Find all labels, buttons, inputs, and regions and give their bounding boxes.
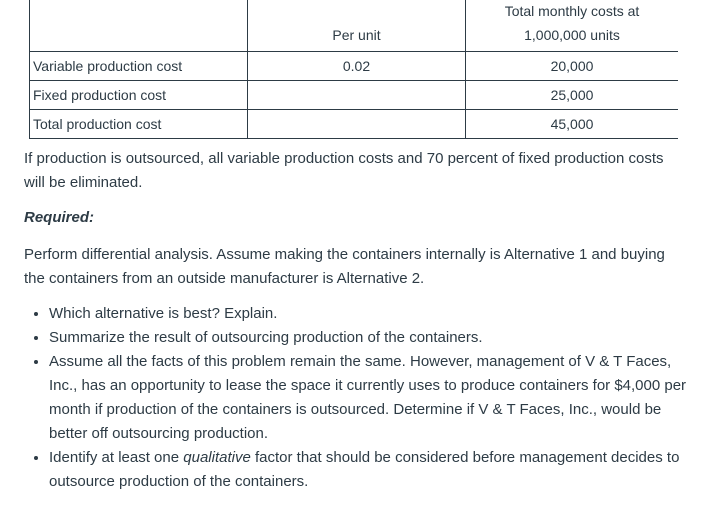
table-row-total: [30, 110, 679, 139]
required-heading: Required:: [24, 209, 95, 226]
question-item-4: [49, 446, 699, 494]
qualitative-emphasis: qualitative: [183, 449, 251, 466]
row-per-unit: [248, 81, 466, 110]
instructions-paragraph: Perform differential analysis. Assume making the containers internally is Alternative 1 and buying the containers from an outside manufacturer is Alternative 2.: [24, 246, 665, 287]
question-item-3: • Assume all the facts of this problem remain the same. However, management of V & T Faces, Inc., has an opportunity to lease the space it currently uses to produce containers for $4,000 per month if production of the containers is outsourced. Determine if V & T Faces, Inc., would be better off outsourcing production.: [49, 350, 699, 446]
row-per-unit: 0.02: [248, 52, 466, 81]
header-total-line2: 1,000,000 units: [524, 27, 620, 43]
table-header-row: [30, 0, 679, 52]
row-label: Variable production cost: [30, 52, 248, 81]
header-label-cell: [30, 0, 248, 52]
question-item-2: • Summarize the result of outsourcing production of the containers.: [49, 326, 699, 350]
row-total: 45,000: [466, 110, 679, 139]
header-total-line1: Total monthly costs at: [504, 3, 640, 19]
table-row-fixed: [30, 81, 679, 110]
row-label: Total production cost: [30, 110, 248, 139]
row-total: 25,000: [466, 81, 679, 110]
header-total-monthly: [466, 0, 679, 52]
row-per-unit: [248, 110, 466, 139]
row-total: 20,000: [466, 52, 679, 81]
table-row-variable: [30, 52, 679, 81]
outsourcing-paragraph: If production is outsourced, all variable production costs and 70 percent of fixed production costs will be eliminated.: [24, 150, 664, 191]
header-per-unit: Per unit: [248, 0, 466, 52]
question-4-text-before: Identify at least one: [49, 449, 184, 466]
cost-table: [29, 0, 678, 139]
row-label: Fixed production cost: [30, 81, 248, 110]
question-item-1: • Which alternative is best? Explain.: [49, 302, 699, 326]
question-list: [24, 302, 699, 494]
question-4-text-after: factor that should be considered before management decides to outsource production of the containers.: [49, 449, 680, 490]
